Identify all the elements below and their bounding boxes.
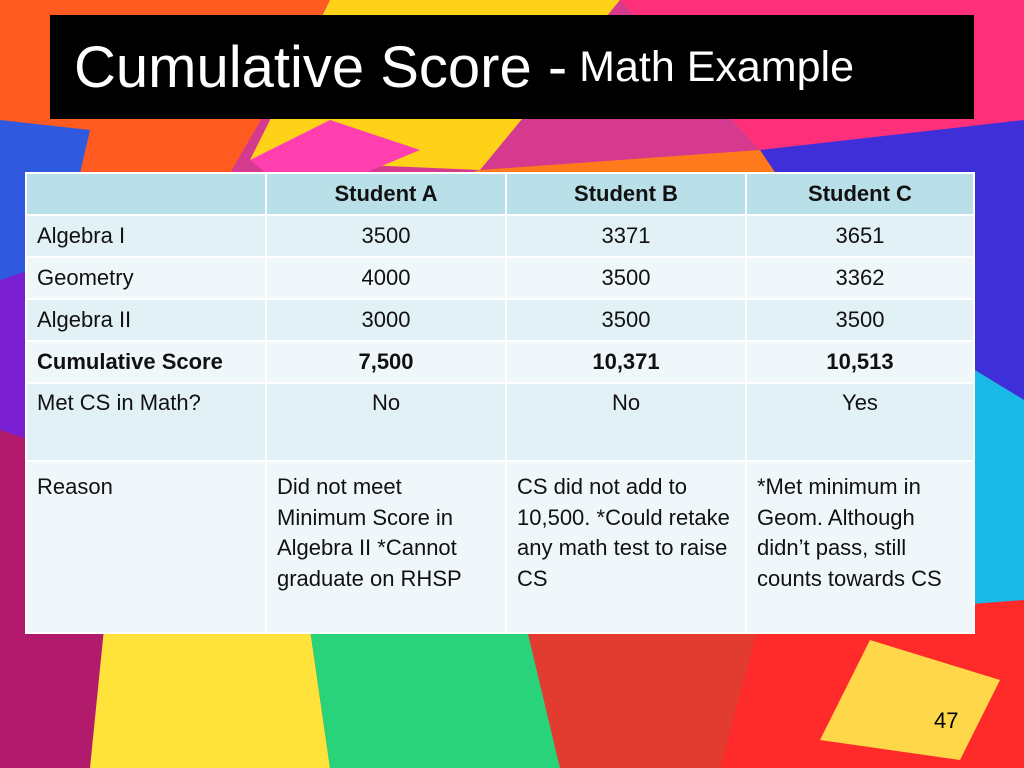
cell-student-c: 10,513 <box>746 341 974 383</box>
cell-student-c: 3651 <box>746 215 974 257</box>
cell-student-c: *Met minimum in Geom. Although didn’t pass, still counts towards CS <box>746 461 974 633</box>
table-row-algebra-2 <box>26 299 974 341</box>
cell-student-a: Did not meet Minimum Score in Algebra II *Cannot graduate on RHSP <box>266 461 506 633</box>
table-row-met-cs <box>26 383 974 461</box>
cell-student-b: 10,371 <box>506 341 746 383</box>
cell-student-b: 3371 <box>506 215 746 257</box>
header-student-a: Student A <box>266 173 506 215</box>
page-number: 47 <box>934 708 959 733</box>
cell-student-b: No <box>506 383 746 461</box>
row-label: Reason <box>26 461 266 633</box>
cell-student-c: Yes <box>746 383 974 461</box>
header-student-b: Student B <box>506 173 746 215</box>
cell-student-c: 3500 <box>746 299 974 341</box>
table-header-row <box>26 173 974 215</box>
row-label: Algebra I <box>26 215 266 257</box>
cell-student-a: 3000 <box>266 299 506 341</box>
cell-student-c: 3362 <box>746 257 974 299</box>
row-label: Geometry <box>26 257 266 299</box>
header-student-c: Student C <box>746 173 974 215</box>
cell-student-b: 3500 <box>506 257 746 299</box>
cell-student-a: No <box>266 383 506 461</box>
slide-subtitle: Math Example <box>579 42 855 91</box>
cell-student-a: 3500 <box>266 215 506 257</box>
table-row-reason <box>26 461 974 633</box>
row-label: Met CS in Math? <box>26 383 266 461</box>
cell-student-a: 7,500 <box>266 341 506 383</box>
header-cell-empty <box>26 173 266 215</box>
cell-student-a: 4000 <box>266 257 506 299</box>
cell-student-b: CS did not add to 10,500. *Could retake any math test to raise CS <box>506 461 746 633</box>
row-label: Algebra II <box>26 299 266 341</box>
cell-student-b: 3500 <box>506 299 746 341</box>
slide-title: Cumulative Score - <box>74 34 568 100</box>
table-row-geometry <box>26 257 974 299</box>
score-table <box>25 172 975 634</box>
row-label: Cumulative Score <box>26 341 266 383</box>
title-bar <box>50 15 974 119</box>
table-row-cumulative-score <box>26 341 974 383</box>
table-row-algebra-1 <box>26 215 974 257</box>
